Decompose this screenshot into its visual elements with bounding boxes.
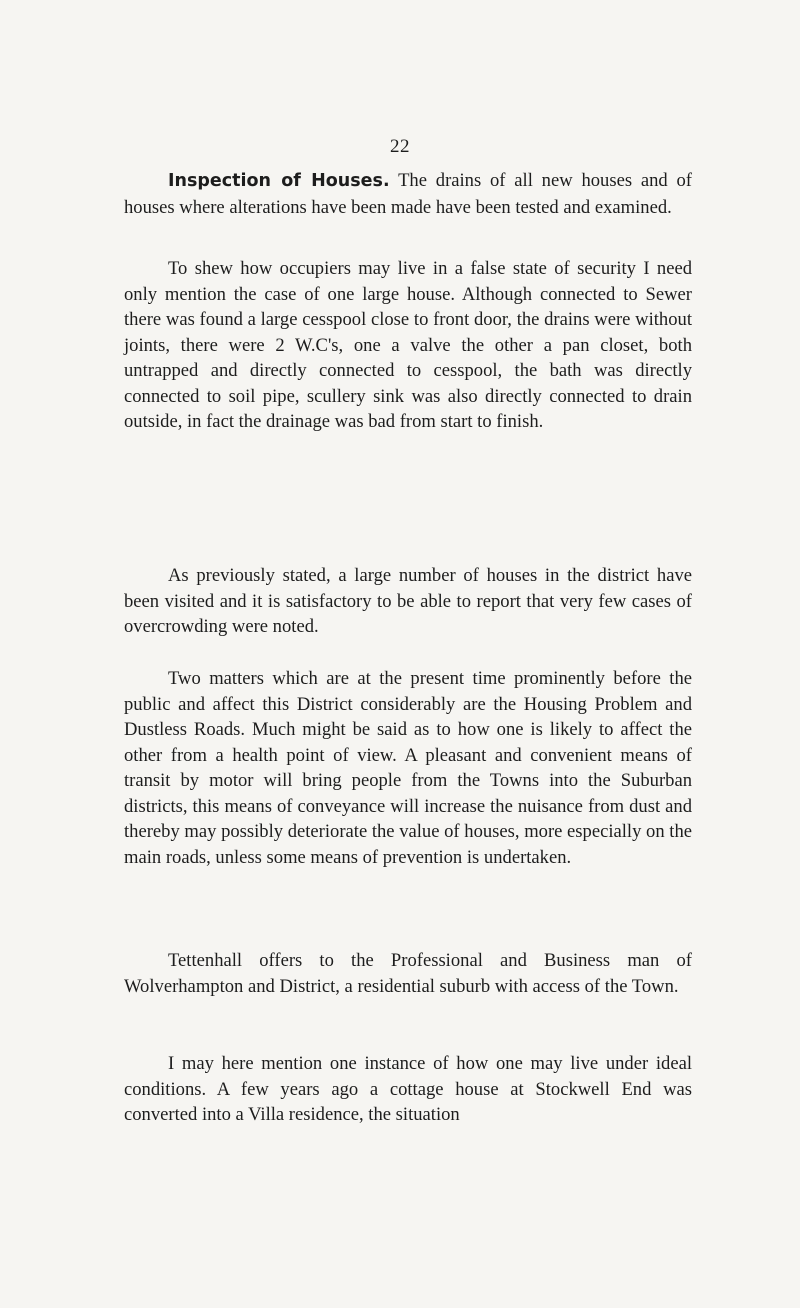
paragraph-text: Two matters which are at the present time prominently before the public and affect this District considerably are the Housing Problem and Dustless Roads. Much might be said as to how one is likely to affect the other from a health point of view. A pleasant and convenient means of transit by motor will bring people from the Towns into the Suburban districts, this means of conveyance will increase the nuisance from dust and thereby may possibly deteriorate the value of houses, more especially on the main roads, unless some means of prevention is undertaken. [124, 668, 692, 868]
paragraph-inspection-of-houses [124, 168, 692, 220]
paragraph-text: To shew how occupiers may live in a false state of security I need only mention the case of one large house. Although connected to Sewer there was found a large cesspool close to front door, the drains were without joints, there were 2 W.C's, one a valve the other a pan closet, both untrapped and directly connected to cesspool, the bath was directly connected to soil pipe, scullery sink was also directly connected to drain outside, in fact the drainage was bad from start to finish. [124, 258, 692, 432]
paragraph-text: The drains of all new houses and of houses where alterations have been made have been tested and examined. [124, 170, 692, 218]
paragraph-overcrowding [124, 563, 692, 640]
section-heading: Inspection of Houses. [168, 171, 390, 191]
paragraph-tettenhall [124, 948, 692, 999]
paragraph-housing-dustless-roads [124, 666, 692, 870]
paragraph-text: Tettenhall offers to the Professional and Business man of Wolverhampton and District, a residential suburb with access of the Town. [124, 950, 692, 997]
page-number: 22 [390, 136, 410, 157]
paragraph-text: As previously stated, a large number of houses in the district have been visited and it is satisfactory to be able to report that very few cases of overcrowding were noted. [124, 565, 692, 637]
paragraph-ideal-conditions [124, 1051, 692, 1128]
paragraph-false-security [124, 256, 692, 435]
paragraph-text: I may here mention one instance of how one may live under ideal conditions. A few years ago a cottage house at Stockwell End was converted into a Villa residence, the situation [124, 1053, 692, 1125]
